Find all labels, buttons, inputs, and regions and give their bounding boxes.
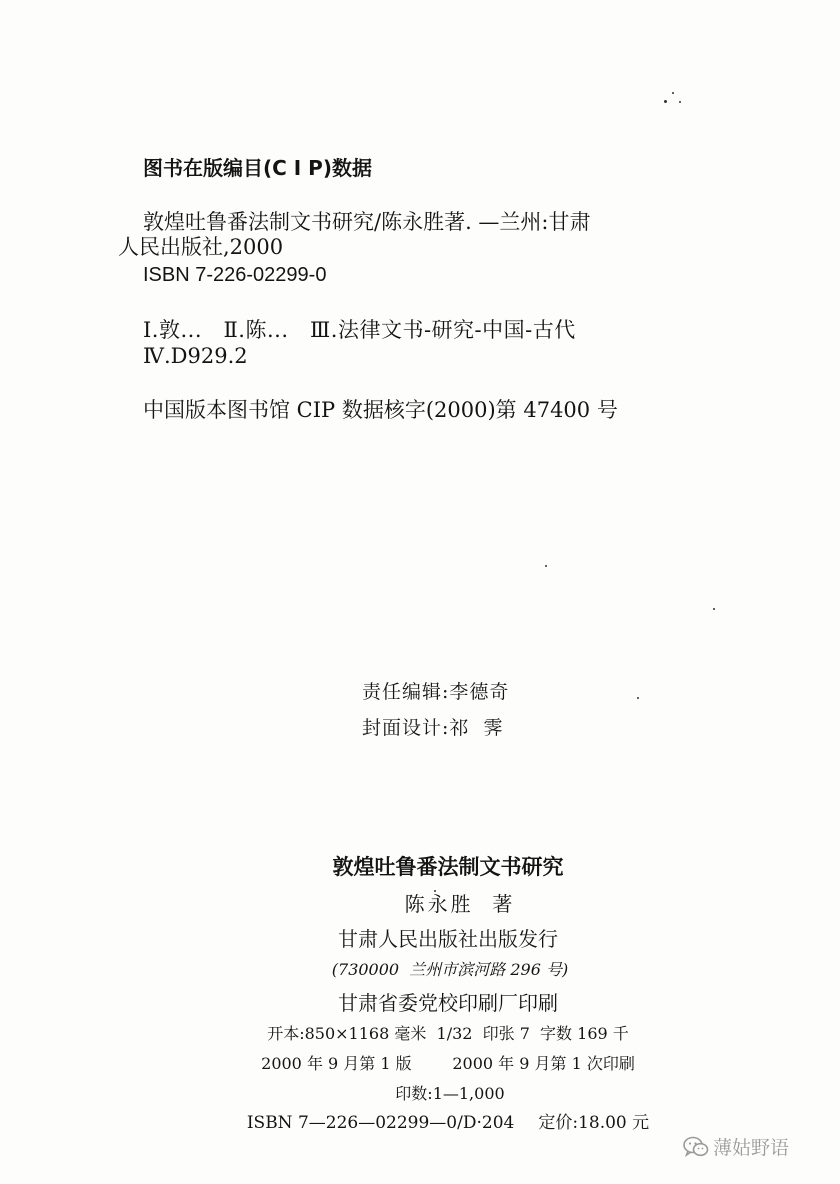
scan-speck [713, 608, 715, 610]
colophon-isbn-price [28, 1115, 840, 1132]
cip-record-number: 中国版本图书馆 CIP 数据核字(2000)第 47400 号 [143, 398, 618, 422]
cip-isbn: ISBN 7-226-02299-0 [143, 264, 327, 286]
cover-designer: 封面设计:祁 霁 [362, 717, 504, 739]
colophon-price: 定价:18.00 元 [538, 1113, 650, 1133]
colophon-print-run: 印数:1—1,000 [395, 1084, 505, 1103]
wechat-icon [683, 1136, 709, 1158]
colophon-printer: 甘肃省委党校印刷厂印刷 [338, 991, 558, 1015]
cip-title-author: 敦煌吐鲁番法制文书研究/陈永胜著. —兰州:甘肃 [143, 210, 591, 234]
colophon-isbn: ISBN 7—226—02299—0/D·204 [246, 1113, 515, 1133]
scan-speck [679, 101, 681, 103]
colophon-title: 敦煌吐鲁番法制文书研究 [332, 855, 564, 879]
colophon-address: (730000 兰州市滨河路 296 号) [331, 960, 569, 979]
scan-speck [545, 565, 547, 567]
responsible-editor: 责任编辑:李德奇 [362, 681, 510, 703]
cip-classification: Ⅳ.D929.2 [143, 344, 248, 368]
cip-heading: 图书在版编目(C I P)数据 [143, 156, 372, 180]
colophon-specs: 开本:850×1168 毫米 1/32 印张 7 字数 169 千 [267, 1024, 629, 1043]
scan-speck [672, 92, 674, 94]
colophon-edition: 2000 年 9 月第 1 版 2000 年 9 月第 1 次印刷 [261, 1054, 635, 1073]
colophon-author: 陈永胜 著 [404, 892, 516, 916]
watermark [683, 1133, 789, 1160]
scan-speck [664, 100, 667, 103]
colophon-publisher: 甘肃人民出版社出版发行 [338, 927, 558, 951]
cip-publisher-year: 人民出版社,2000 [118, 235, 284, 259]
watermark-text: 薄姑野语 [713, 1137, 790, 1159]
scan-speck [637, 697, 639, 699]
cip-subjects: Ⅰ.敦... Ⅱ.陈... Ⅲ.法律文书-研究-中国-古代 [143, 318, 576, 342]
